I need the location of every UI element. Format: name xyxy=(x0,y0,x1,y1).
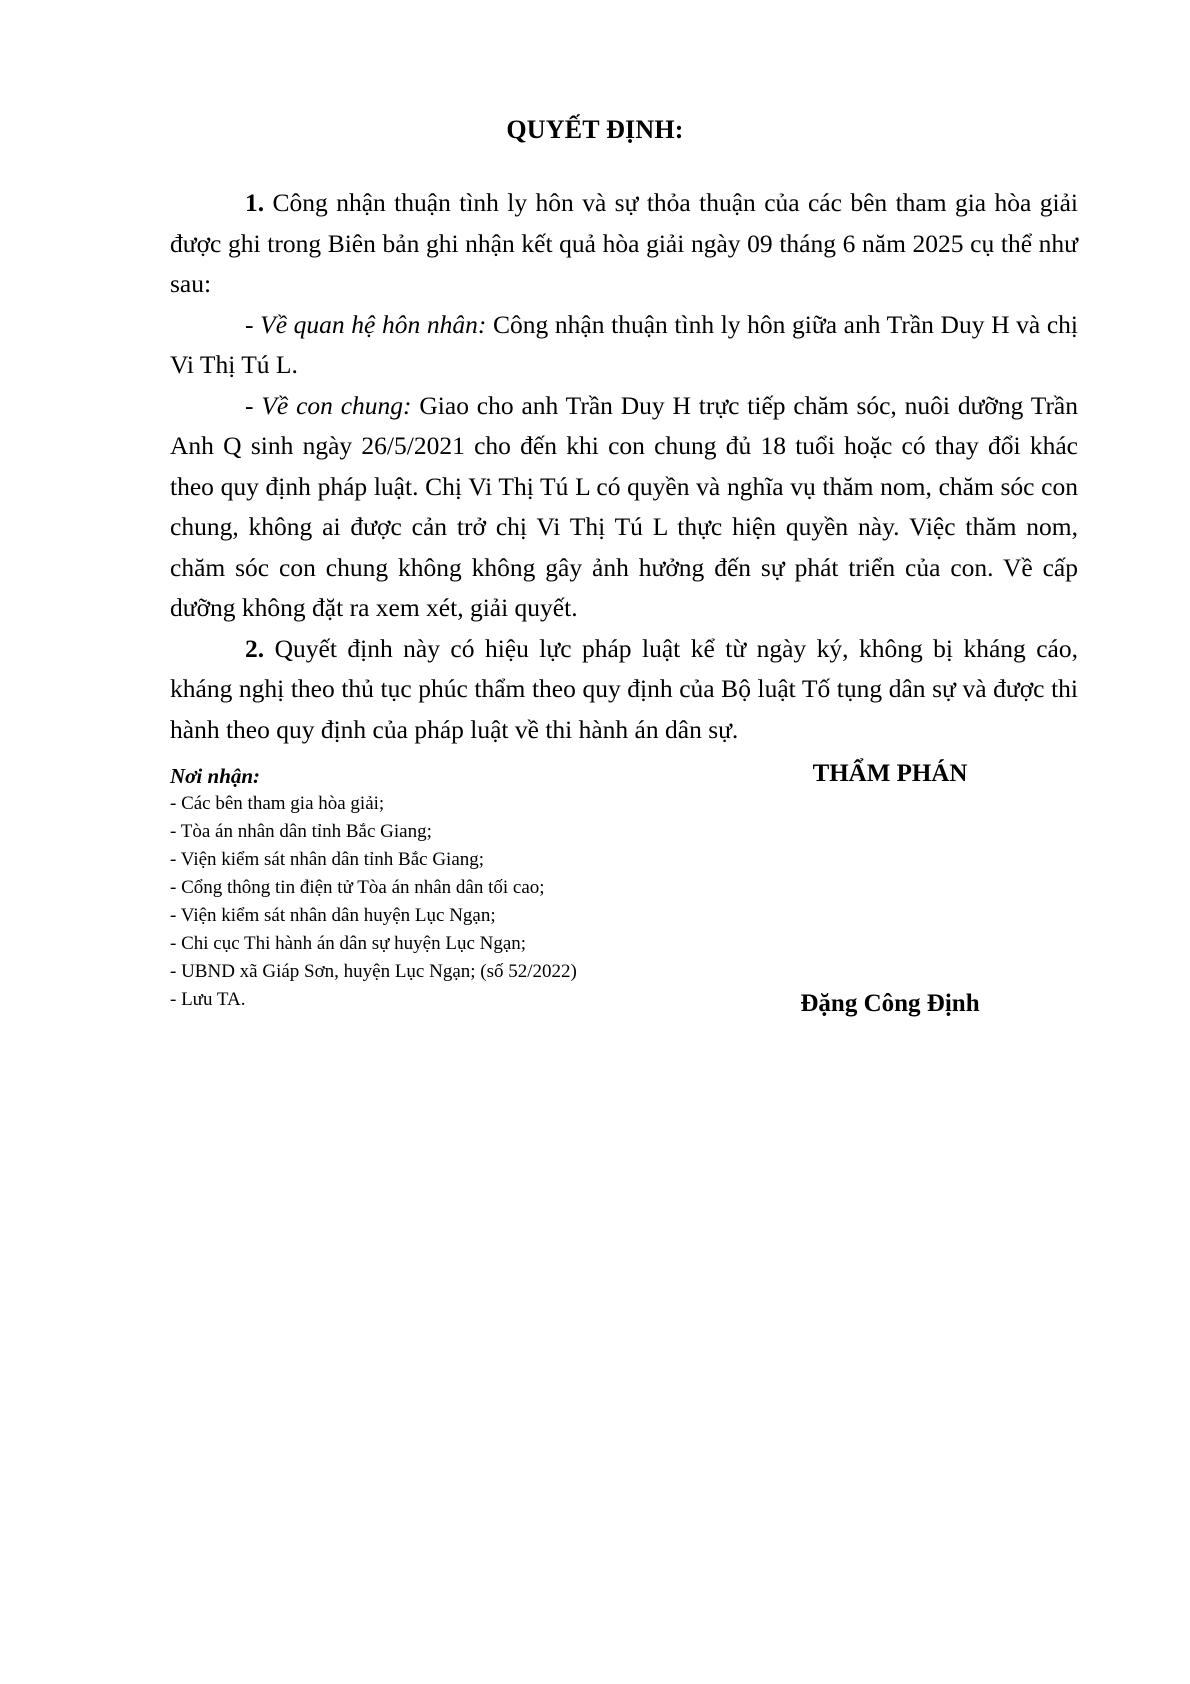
recipient-item: - UBND xã Giáp Sơn, huyện Lục Ngạn; (số 52/2022) xyxy=(170,961,577,982)
signer-title: THẨM PHÁN xyxy=(812,760,968,787)
children-label: - Về con chung: xyxy=(245,390,412,420)
children-clause xyxy=(170,386,1078,629)
recipient-item: - Tòa án nhân dân tỉnh Bắc Giang; xyxy=(170,821,432,842)
decision-heading: QUYẾT ĐỊNH: xyxy=(506,115,684,144)
recipient-item: - Chi cục Thi hành án dân sự huyện Lục Ngạn; xyxy=(170,933,527,954)
recipients-list xyxy=(170,790,730,1014)
children-text: Giao cho anh Trần Duy H trực tiếp chăm sóc, nuôi dưỡng Trần Anh Q sinh ngày 26/5/2021 cho đến khi con chung đủ 18 tuổi hoặc có thay đổi khác theo quy định pháp luật. Chị Vi Thị Tú L có quyền và nghĩa vụ thăm nom, chăm sóc con chung, không ai được cản trở chị Vi Thị Tú L thực hiện quyền này. Việc thăm nom, chăm sóc con chung không không gây ảnh hưởng đến sự phát triển của con. Về cấp dưỡng không đặt ra xem xét, giải quyết. xyxy=(170,390,1079,622)
item-1-number: 1. xyxy=(245,188,265,217)
marriage-label: - Về quan hệ hôn nhân: xyxy=(245,309,487,339)
decision-item-1 xyxy=(170,183,1078,305)
recipient-item: - Lưu TA. xyxy=(170,989,246,1010)
recipient-item: - Các bên tham gia hòa giải; xyxy=(170,793,385,814)
item-2-text: Quyết định này có hiệu lực pháp luật kể từ ngày ký, không bị kháng cáo, kháng nghị theo thủ tục phúc thẩm theo quy định của Bộ luật Tố tụng dân sự và được thi hành theo quy định của pháp luật về thi hành án dân sự. xyxy=(170,633,1078,744)
decision-body xyxy=(170,183,1078,750)
recipient-item: - Cổng thông tin điện tử Tòa án nhân dân tối cao; xyxy=(170,877,545,898)
recipients-block xyxy=(170,762,730,1014)
item-2-number: 2. xyxy=(245,633,265,663)
item-1-text: Công nhận thuận tình ly hôn và sự thỏa thuận của các bên tham gia hòa giải được ghi trong Biên bản ghi nhận kết quả hòa giải ngày 09 tháng 6 năm 2025 cụ thể như sau: xyxy=(170,188,1078,298)
marriage-clause xyxy=(170,305,1078,386)
recipient-item: - Viện kiểm sát nhân dân huyện Lục Ngạn; xyxy=(170,905,496,926)
signer-name: Đặng Công Định xyxy=(800,990,980,1017)
decision-item-2 xyxy=(170,629,1078,751)
marriage-text: Công nhận thuận tình ly hôn giữa anh Trần Duy H và chị Vi Thị Tú L. xyxy=(170,309,1078,379)
recipient-item: - Viện kiểm sát nhân dân tỉnh Bắc Giang; xyxy=(170,849,485,870)
recipients-label: Nơi nhận: xyxy=(170,764,261,788)
